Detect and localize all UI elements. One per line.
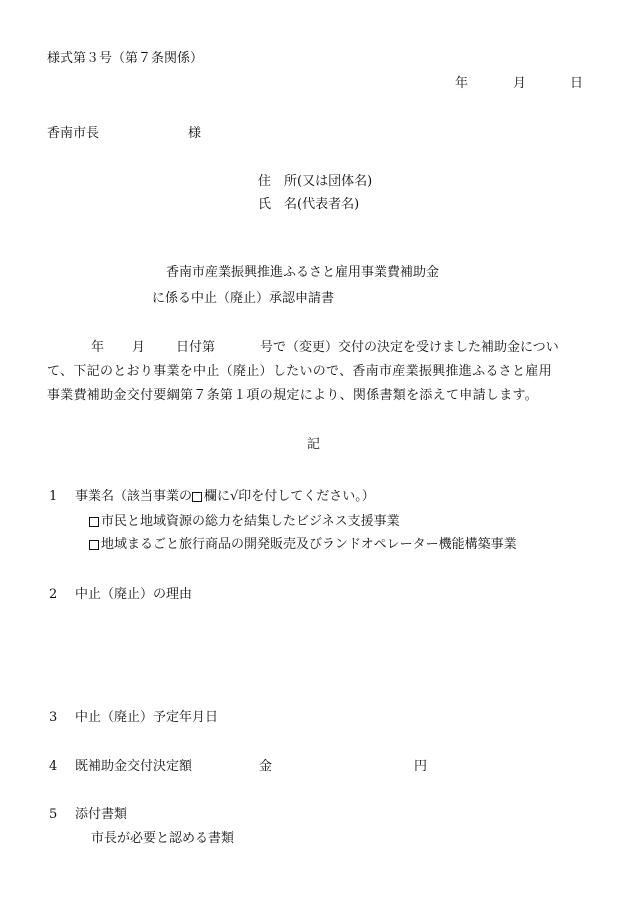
body-month: 月 bbox=[132, 340, 146, 355]
option-2-checkbox[interactable] bbox=[89, 540, 99, 550]
item-1-option-1[interactable] bbox=[89, 515, 400, 528]
option-1-label: 市民と地域資源の総力を結集したビジネス支援事業 bbox=[101, 514, 400, 529]
item-2-number: 2 bbox=[49, 587, 58, 602]
item-5-number: 5 bbox=[49, 807, 58, 822]
body-line1-rest: 号で（変更）交付の決定を受けました補助金につい bbox=[260, 340, 559, 355]
date-year-label: 年 bbox=[455, 76, 469, 91]
body-line3: 事業費補助金交付要綱第７条第１項の規定により、関係書類を添えて申請します。 bbox=[47, 388, 539, 403]
applicant-name-label: 氏 名(代表者名) bbox=[258, 197, 360, 212]
item-2-label: 中止（廃止）の理由 bbox=[75, 587, 193, 602]
item-4-unit: 円 bbox=[414, 759, 428, 774]
body-year: 年 bbox=[91, 340, 105, 355]
addressee-name: 香南市長 bbox=[47, 126, 100, 141]
applicant-address-label: 住 所(又は団体名) bbox=[258, 174, 373, 189]
addressee-honorific: 様 bbox=[188, 126, 202, 141]
document-title-line2: に係る中止（廃止）承認申請書 bbox=[152, 291, 335, 306]
item-1-label-post: 欄に√印を付してください。） bbox=[204, 489, 375, 504]
item-4-number: 4 bbox=[49, 759, 58, 774]
item-3-label: 中止（廃止）予定年月日 bbox=[75, 710, 219, 725]
item-1-number: 1 bbox=[49, 489, 58, 504]
date-day-label: 日 bbox=[570, 76, 584, 91]
body-day-no: 日付第 bbox=[176, 340, 216, 355]
ki-heading: 記 bbox=[307, 437, 321, 452]
checkbox-icon bbox=[192, 492, 202, 502]
item-4-currency: 金 bbox=[259, 759, 273, 774]
item-1-option-2[interactable] bbox=[89, 538, 517, 551]
body-line2: て、下記のとおり事業を中止（廃止）したいので、香南市産業振興推進ふるさと雇用 bbox=[47, 364, 552, 379]
item-5-label: 添付書類 bbox=[75, 807, 128, 822]
item-5-sub: 市長が必要と認める書類 bbox=[91, 831, 235, 846]
item-1-label-pre: 事業名（該当事業の bbox=[75, 489, 193, 504]
item-4-label: 既補助金交付決定額 bbox=[75, 759, 193, 774]
date-month-label: 月 bbox=[513, 76, 527, 91]
form-number: 様式第３号（第７条関係） bbox=[47, 51, 204, 66]
option-1-checkbox[interactable] bbox=[89, 517, 99, 527]
item-3-number: 3 bbox=[49, 710, 58, 725]
document-title-line1: 香南市産業振興推進ふるさと雇用事業費補助金 bbox=[166, 265, 440, 280]
item-1-label bbox=[75, 490, 375, 503]
option-2-label: 地域まるごと旅行商品の開発販売及びランドオペレーター機能構築事業 bbox=[101, 537, 517, 552]
